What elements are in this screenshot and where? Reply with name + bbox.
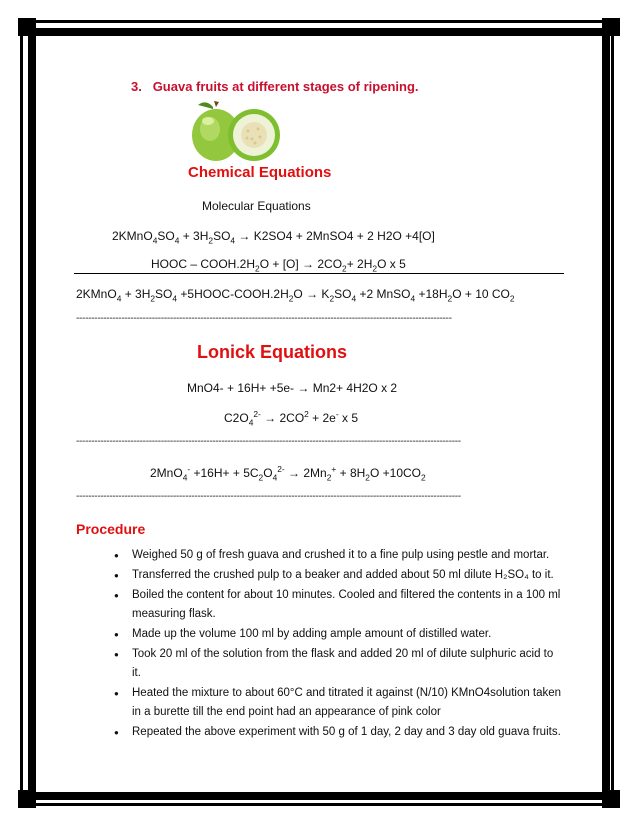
procedure-title: Procedure	[76, 521, 146, 537]
section-heading	[131, 79, 419, 94]
guava-image	[186, 101, 286, 165]
molecular-equation-1: $2KMnO_4SO_4 + 3H_2SO_4 \to K2SO4$ + 2MnSO4 + 2 H2O +4[O]	[112, 229, 435, 246]
dashed-separator: ----------------------------------------------------------------------------------------------------------------------------	[76, 313, 452, 324]
dashed-separator: -------------------------------------------------------------------------------------------------------------------------------	[76, 436, 461, 447]
border-corner	[18, 18, 36, 36]
border-corner	[602, 18, 620, 36]
border-corner	[18, 790, 36, 808]
heading-text: Guava fruits at different stages of ripening.	[152, 79, 419, 94]
ionic-net-equation: $2MnO_4^- +16H+ + 5C_2O_4^{2-} \to 2Mn_2^+ + 8H_2O +10CO_2$	[150, 464, 426, 483]
molecular-equation-2: HOOC – $COOH.2H_2O + [O] \to 2CO_2+ 2H_2O$ x 5	[151, 257, 406, 274]
addition-rule-line	[74, 273, 564, 274]
heading-number: 3.	[131, 79, 142, 94]
ionic-equations-title: Lonick Equations	[197, 342, 348, 362]
procedure-step: ● Transferred the crushed pulp to a beaker and added about 50 ml dilute H₂SO₄ to it.	[114, 566, 564, 585]
procedure-step: ● Made up the volume 100 ml by adding ample amount of distilled water.	[114, 625, 564, 644]
molecular-equation-sum: 2KMnO$_4$ + $3H_2SO_4$ $+5HOOC-COOH.2H_2O \to K_2SO_4 +2$ MnSO$_4$ $+18H_2O + 10$ $CO_2$	[76, 287, 515, 304]
procedure-step: ● Repeated the above experiment with 50 g of 1 day, 2 day and 3 day old guava fruits.	[114, 723, 564, 742]
procedure-step: ● Boiled the content for about 10 minutes. Cooled and filtered the contents in a 100 ml measuring flask.	[114, 586, 564, 624]
dashed-separator: -------------------------------------------------------------------------------------------------------------------------------	[76, 491, 461, 502]
procedure-step: ● Weighed 50 g of fresh guava and crushed it to a fine pulp using pestle and mortar.	[114, 546, 564, 565]
procedure-list	[114, 546, 564, 743]
molecular-equations-title: Molecular Equations	[202, 199, 311, 213]
ionic-equation-1: MnO4- + 16H+ +5e- → Mn2+ 4H2O x 2	[187, 381, 398, 395]
border-corner	[602, 790, 620, 808]
ionic-equation-2: $C2O_4^{2-} \to 2CO^2 + 2e^-$ x 5	[224, 409, 358, 428]
procedure-step: ● Took 20 ml of the solution from the flask and added 20 ml of dilute sulphuric acid to it.	[114, 645, 564, 683]
chemical-equations-title: Chemical Equations	[188, 164, 332, 181]
procedure-step: ● Heated the mixture to about 60°C and titrated it against (N/10) KMnO4solution taken in a burette till the end point had an appearance of pink color	[114, 684, 564, 722]
